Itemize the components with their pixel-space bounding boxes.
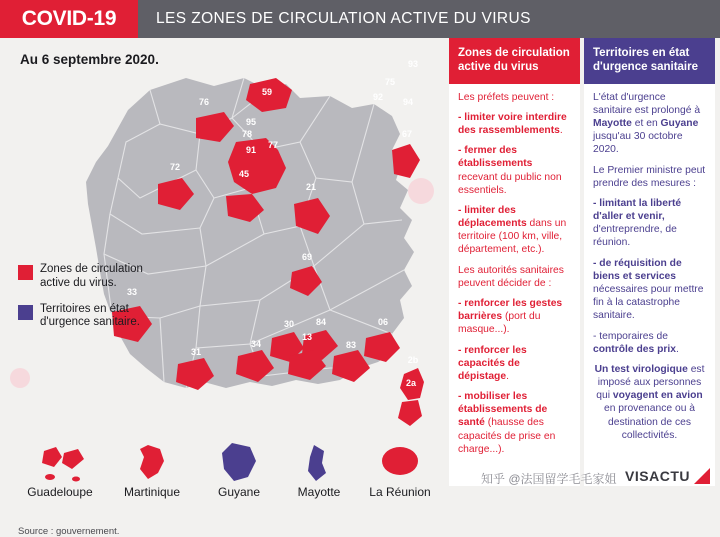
dept-label-95: 95	[245, 117, 256, 127]
dept-label-69: 69	[301, 252, 312, 262]
zones-measure-5-tail: .	[506, 370, 509, 382]
overseas-label-lareunion: La Réunion	[369, 485, 431, 499]
urgence-measure-1	[593, 197, 706, 250]
dept-label-92: 92	[372, 92, 383, 102]
overseas-guadeloupe	[14, 436, 106, 499]
dept-label-33: 33	[126, 287, 137, 297]
france-map	[0, 38, 443, 438]
zones-measure-2-bold: - fermer des établissements	[458, 145, 533, 170]
column-zones-title: Zones de circulation active du virus	[449, 38, 580, 84]
guyane-shape	[198, 439, 280, 485]
visactu-triangle-icon	[694, 468, 710, 484]
martinique-shape	[106, 439, 198, 485]
dept-label-78: 78	[241, 129, 252, 139]
urgence-measure-3-lead: - temporaires de	[593, 330, 668, 342]
visactu-label: VISACTU	[625, 468, 690, 484]
urgence-measure-1-tail: d'entreprendre, de réunion.	[593, 224, 677, 249]
zones-measure-2-tail: recevant du public non essentiels.	[458, 171, 562, 196]
zones-measure-3-tail: dans un territoire (100 km, ville, département, etc.).	[458, 218, 567, 256]
decorative-dot	[10, 368, 30, 388]
urgence-test-bold2: voyagent en avion	[612, 390, 703, 402]
zones-measure-5	[458, 344, 571, 384]
zones-intro-prefets: Les préfets peuvent :	[458, 91, 555, 103]
overseas-guyane	[198, 436, 280, 499]
zones-intro-autorites: Les autorités sanitaires peuvent décider de :	[458, 264, 564, 289]
dept-label-93: 93	[407, 59, 418, 69]
dept-label-72: 72	[169, 162, 180, 172]
column-zones-body	[449, 84, 580, 456]
urgence-prolongation-mid: et en	[631, 118, 661, 130]
urgence-measure-3	[593, 330, 706, 356]
zones-measure-6	[458, 390, 571, 456]
urgence-prolongation-tail: jusqu'au 30 octobre 2020.	[593, 131, 683, 156]
urgence-prolongation-mayotte: Mayotte	[593, 118, 632, 130]
dept-label-75: 75	[384, 77, 395, 87]
mayotte-shape	[280, 439, 358, 485]
legend-item-urgence	[18, 303, 148, 331]
overseas-label-guadeloupe: Guadeloupe	[27, 485, 93, 499]
overseas-lareunion	[358, 436, 442, 499]
dept-label-31: 31	[190, 347, 201, 357]
visactu-logo	[625, 468, 710, 484]
column-zones-circulation	[449, 38, 580, 486]
urgence-measure-2-bold: - de réquisition de biens et services	[593, 257, 682, 282]
dept-label-34: 34	[250, 339, 261, 349]
zones-measure-4	[458, 297, 571, 337]
overseas-label-mayotte: Mayotte	[297, 485, 341, 499]
zones-measure-5-bold: - renforcer les capacités de dépistage	[458, 344, 527, 382]
lareunion-shape	[358, 439, 442, 485]
legend-label-zones: Zones de circulation active du virus.	[40, 263, 143, 289]
legend-label-urgence: Territoires en état d'urgence sanitaire.	[40, 302, 141, 329]
overseas-martinique	[106, 436, 198, 499]
map-legend	[18, 263, 148, 342]
urgence-measure-3-tail: .	[675, 343, 679, 355]
zones-measure-3-bold: - limiter des déplacements	[458, 204, 527, 230]
urgence-test-virologique	[593, 363, 706, 442]
dept-label-2a: 2a	[405, 378, 416, 388]
urgence-measure-2	[593, 257, 706, 323]
zones-measure-1	[458, 111, 571, 137]
watermark-text: 知乎 @法国留学毛毛家姐	[481, 472, 617, 486]
page-title: LES ZONES DE CIRCULATION ACTIVE DU VIRUS	[156, 10, 531, 27]
covid19-badge: COVID-19	[0, 0, 138, 38]
urgence-measure-2-tail: nécessaires pour mettre fin à la catastrophe sanitaire.	[593, 283, 704, 322]
urgence-test-tail: en provenance ou à destination de ces collectivités.	[603, 403, 696, 441]
map-date: Au 6 septembre 2020.	[20, 52, 159, 67]
zones-measure-4-bold: - renforcer les gestes barrières	[458, 297, 563, 323]
zones-measure-6-bold: - mobiliser les établissements de santé	[458, 391, 548, 429]
overseas-label-guyane: Guyane	[217, 485, 261, 499]
urgence-measure-3-bold: contrôle des prix	[593, 343, 676, 355]
dept-label-67: 67	[401, 129, 412, 139]
legend-swatch-red	[18, 265, 33, 280]
column-urgence-sanitaire	[584, 38, 715, 486]
urgence-intro-pm: Le Premier ministre peut prendre des mesures :	[593, 164, 706, 189]
zones-measure-3	[458, 204, 571, 257]
dept-label-83: 83	[345, 340, 356, 350]
zones-measure-2	[458, 144, 571, 197]
urgence-prolongation	[593, 91, 706, 157]
page-header	[0, 0, 720, 38]
column-urgence-body	[584, 84, 715, 442]
overseas-label-martinique: Martinique	[123, 485, 181, 499]
source-note: Source : gouvernement.	[18, 526, 120, 537]
zones-measure-6-tail: (hausse des capacités de prise en charge...).	[458, 417, 556, 455]
dept-label-91: 91	[245, 145, 256, 155]
decorative-dot	[408, 178, 434, 204]
urgence-test-mid: est imposé aux personnes qui	[596, 363, 705, 402]
urgence-prolongation-guyane: Guyane	[660, 118, 699, 130]
dept-label-06: 06	[377, 317, 388, 327]
legend-swatch-purple	[18, 305, 33, 320]
column-urgence-title: Territoires en état d'urgence sanitaire	[584, 38, 715, 84]
map-panel	[0, 38, 443, 537]
overseas-territories	[0, 436, 443, 505]
urgence-test-bold1: Un test virologique	[594, 363, 688, 375]
guadeloupe-shape	[14, 439, 106, 485]
dept-label-94: 94	[402, 97, 413, 107]
zones-measure-1-bold: - limiter voire interdire des rassemblements	[458, 111, 567, 137]
overseas-mayotte	[280, 436, 358, 499]
zones-measure-4-tail: (port du masque...).	[458, 311, 541, 336]
dept-label-59: 59	[261, 87, 272, 97]
dept-label-13: 13	[301, 332, 312, 342]
dept-label-30: 30	[283, 319, 294, 329]
legend-item-zones	[18, 263, 148, 291]
urgence-prolongation-lead: L'état d'urgence sanitaire est prolongé à	[593, 91, 701, 116]
dept-label-2b: 2b	[407, 355, 419, 365]
dept-label-45: 45	[238, 169, 249, 179]
dept-label-21: 21	[305, 182, 316, 192]
dept-label-84: 84	[315, 317, 326, 327]
zones-measure-1-tail: .	[559, 125, 563, 137]
urgence-measure-1-bold: - limitant la liberté d'aller et venir,	[593, 197, 682, 223]
dept-label-76: 76	[198, 97, 209, 107]
dept-label-77: 77	[267, 140, 278, 150]
